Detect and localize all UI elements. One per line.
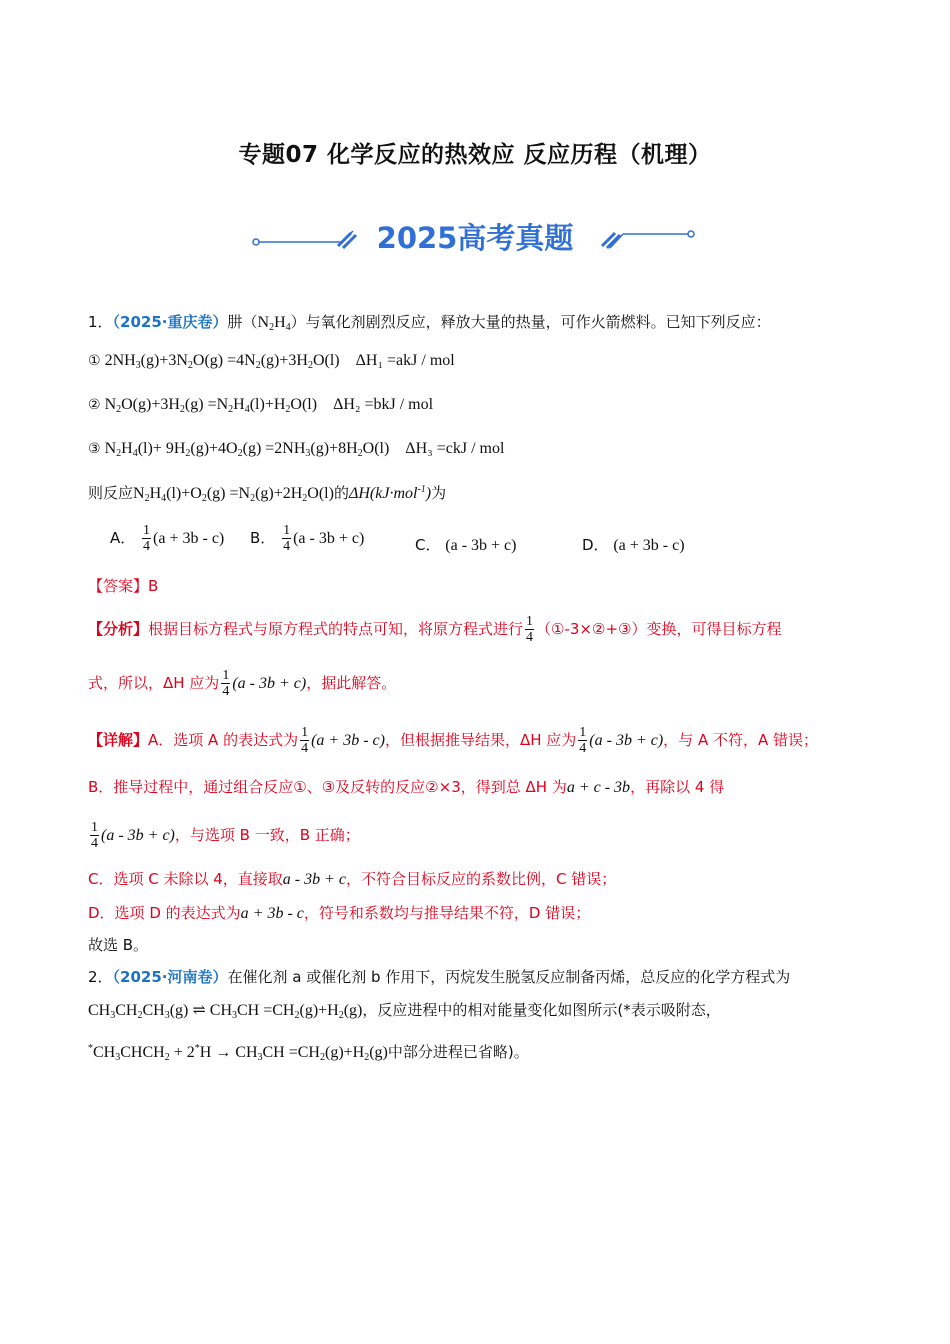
option-a[interactable] (110, 523, 224, 554)
reaction-1-enthalpy: ΔH₁ =akJ / mol (355, 352, 455, 369)
detail-a-text-2: ，但根据推导结果，ΔH 应为 (384, 731, 577, 749)
q2-note-line (88, 1042, 529, 1063)
q2-source: （2025·河南卷） (112, 968, 228, 986)
detail-d (88, 903, 590, 924)
option-d-label: D． (582, 536, 609, 554)
answer-label: 【答案】 (88, 577, 149, 595)
q2-stem-b: ，反应进程中的相对能量变化如图所示(*表示吸附态， (362, 1001, 721, 1019)
analysis-line-1 (88, 614, 781, 645)
option-c-label: C． (415, 536, 441, 554)
reaction-1 (88, 350, 455, 371)
q2-stem-a: 在催化剂 a 或催化剂 b 作用下，丙烷发生脱氢反应制备丙烯，总反应的化学方程式为 (227, 968, 791, 986)
reaction-2-mark: ② (88, 397, 101, 413)
q1-number: 1． (88, 313, 113, 331)
banner-graphic (250, 210, 700, 260)
analysis-text-b: （①-3×②+③）变换，可得目标方程 (536, 620, 782, 638)
analysis-fraction: $\frac{1}{4}$ (526, 614, 534, 645)
detail-c (88, 869, 616, 890)
reaction-1-equation: $2NH_3(g)+3N_2O(g) =4N_2(g)+3H_2O(l)$ (104, 352, 340, 371)
analysis-label: 【分析】 (88, 620, 149, 638)
q2-step-equation: $^*CH_3CHCH_2 + 2^*H \to CH_3CH =CH_2(g)+H_2(g)$ (88, 1043, 388, 1063)
detail-label: 【详解】 (88, 731, 149, 749)
analysis-line-2 (88, 668, 396, 699)
reaction-3-equation: $N_2H_4(l)+ 9H_2(g)+4O_2(g) =2NH_3(g)+8H_2O(l)$ (104, 440, 390, 459)
q1-ask-b: 的 (333, 484, 349, 502)
detail-b-text-1: B．推导过程中，通过组合反应①、③及反转的反应②×3，得到总 ΔH 为 (88, 778, 567, 796)
option-d-expression: (a + 3b - c) (613, 537, 685, 554)
option-b-label: B． (250, 529, 276, 547)
banner-text: 2025高考真题 (376, 221, 574, 255)
detail-c-expression: a - 3b + c (282, 871, 347, 888)
option-b[interactable] (250, 523, 364, 554)
detail-a (88, 725, 818, 756)
q1-stem-b: ）与氧化剂剧烈反应，释放大量的热量，可作火箭燃料。已知下列反应： (290, 313, 771, 331)
detail-c-text-1: C．选项 C 未除以 4，直接取 (88, 870, 283, 888)
option-a-label: A． (110, 529, 136, 547)
q1-source: （2025·重庆卷） (112, 313, 228, 331)
option-a-fraction: $\frac{1}{4}$ (143, 523, 151, 554)
page-title: 专题07 化学反应的热效应 反应历程（机理） (238, 142, 712, 168)
q1-ask (88, 483, 446, 504)
q1-ask-a: 则反应 (88, 484, 134, 502)
reaction-2-equation: $N_2O(g)+3H_2(g) =N_2H_4(l)+H_2O(l)$ (104, 396, 318, 415)
q2-stem-c: 中部分进程已省略)。 (387, 1043, 529, 1061)
analysis-fraction-2: $\frac{1}{4}$ (222, 668, 230, 699)
q2-equation-line (88, 1000, 721, 1021)
q1-conclusion: 故选 B。 (88, 936, 149, 954)
analysis-text-a: 根据目标方程式与原方程式的特点可知，将原方程式进行 (148, 620, 524, 638)
answer-value: B (148, 577, 159, 595)
q2-stem (88, 967, 790, 987)
q1-stem (88, 312, 771, 333)
reaction-3-mark: ③ (88, 441, 101, 457)
detail-b-expression: a + c - 3b (566, 779, 631, 796)
detail-a-expression-1: (a + 3b - c) (311, 732, 385, 749)
option-c-expression: (a - 3b + c) (445, 537, 517, 554)
detail-d-expression: a + 3b - c (240, 905, 304, 922)
detail-a-text-1: A．选项 A 的表达式为 (148, 731, 299, 749)
detail-a-expression-2: (a - 3b + c) (589, 732, 664, 749)
detail-b-fraction: $\frac{1}{4}$ (91, 820, 98, 851)
detail-b (88, 777, 724, 798)
reaction-3 (88, 438, 504, 459)
reaction-2-enthalpy: ΔH₂ =bkJ / mol (333, 396, 434, 413)
option-d[interactable] (582, 534, 685, 555)
detail-a-text-3: ，与 A 不符，A 错误； (663, 731, 818, 749)
option-b-expression: (a - 3b + c) (293, 530, 365, 547)
target-equation: $N_2H_4(l)+O_2(g) =N_2(g)+2H_2O(l)$ (133, 485, 334, 504)
detail-b-expression-2: (a - 3b + c) (101, 827, 175, 844)
analysis-text-c: 式，所以，ΔH 应为 (88, 674, 220, 692)
option-a-expression: (a + 3b - c) (153, 530, 225, 547)
section-banner (250, 210, 700, 260)
reaction-2 (88, 394, 433, 415)
detail-d-text-1: D．选项 D 的表达式为 (88, 904, 241, 922)
q1-ask-c: 为 (431, 484, 447, 502)
detail-b-text-2: ，再除以 4 得 (630, 778, 725, 796)
answer-line (88, 576, 158, 596)
analysis-text-d: ，据此解答。 (306, 674, 397, 692)
analysis-expression: (a - 3b + c) (232, 675, 307, 692)
q1-stem-a: 肼（ (227, 313, 258, 331)
q2-overall-equation: $CH_3CH_2CH_3(g)$ ⇌ $CH_3CH =CH_2(g)+H_2(g)$ (88, 1002, 363, 1021)
option-b-fraction: $\frac{1}{4}$ (283, 523, 291, 554)
option-c[interactable] (415, 534, 516, 555)
reaction-1-mark: ① (88, 353, 101, 369)
hydrazine-formula: $N_2H_4$ (257, 314, 291, 333)
delta-h-unit: ΔH(kJ·mol$^{-1}$) (348, 484, 432, 502)
q2-number: 2． (88, 968, 113, 986)
detail-b-text-3: ，与选项 B 一致，B 正确； (174, 826, 360, 844)
detail-b-cont (88, 820, 360, 851)
detail-d-text-2: ，符号和系数均与推导结果不符，D 错误； (303, 904, 591, 922)
detail-c-text-2: ，不符合目标反应的系数比例，C 错误； (346, 870, 617, 888)
reaction-3-enthalpy: ΔH₃ =ckJ / mol (405, 440, 505, 457)
detail-a-fraction-1: $\frac{1}{4}$ (301, 725, 309, 756)
detail-a-fraction-2: $\frac{1}{4}$ (579, 725, 587, 756)
